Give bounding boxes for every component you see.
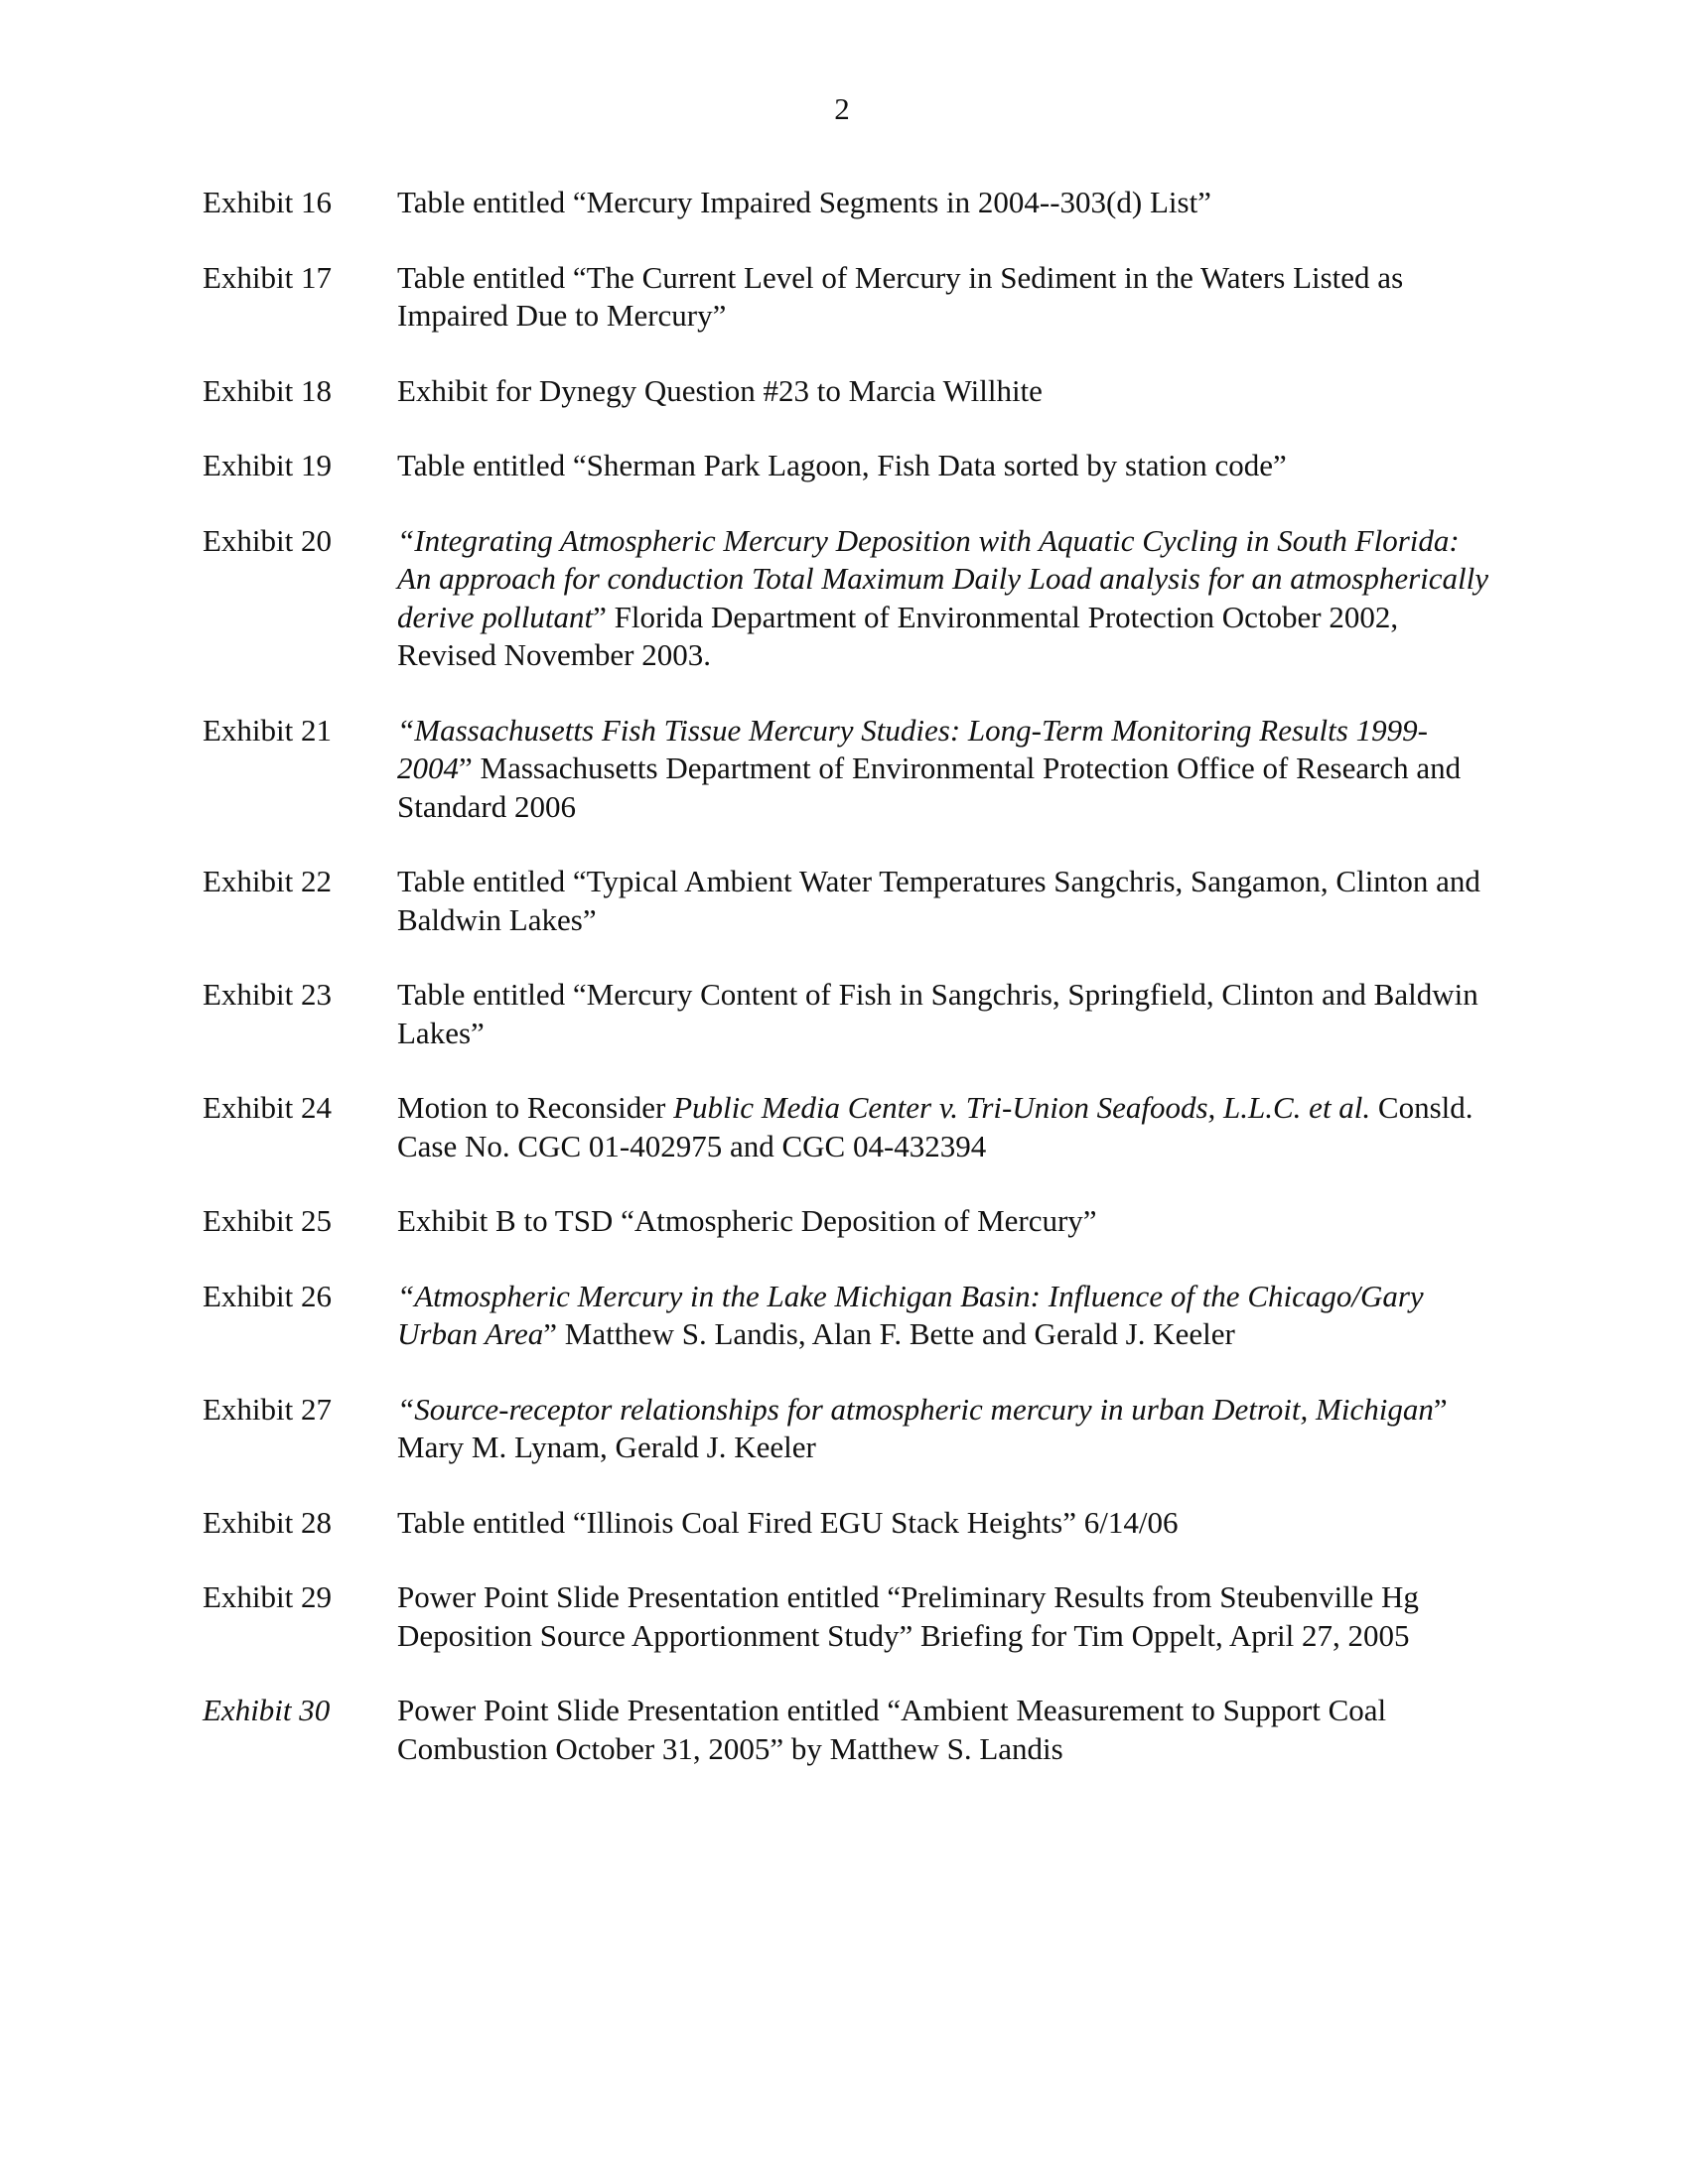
exhibit-label: Exhibit 24 <box>203 1090 333 1125</box>
exhibit-label: Exhibit 18 <box>203 372 333 408</box>
exhibit-description: Exhibit for Dynegy Question #23 to Marcia Willhite <box>397 372 1043 408</box>
exhibit-description: Exhibit B to TSD “Atmospheric Deposition of Mercury” <box>397 1203 1097 1238</box>
exhibit-description: “Massachusetts Fish Tissue Mercury Studies: Long-Term Monitoring Results 1999-2004” Massachusetts Department of Environmental Protection Office of Research and Standard 2006 <box>397 712 1462 824</box>
exhibit-item <box>203 1278 1493 1354</box>
exhibit-title: “Massachusetts Fish Tissue Mercury Studies: Long-Term Monitoring Results 1999-2004 <box>397 712 1428 785</box>
exhibit-label: Exhibit 25 <box>203 1203 333 1238</box>
exhibit-item <box>203 1391 1493 1467</box>
exhibit-label: Exhibit 30 <box>203 1693 331 1727</box>
exhibit-label: Exhibit 22 <box>203 864 333 898</box>
exhibit-label: Exhibit 19 <box>203 448 333 482</box>
exhibit-description: Power Point Slide Presentation entitled “Preliminary Results from Steubenville Hg Deposition Source Apportionment Study” Briefing for Tim Oppelt, April 27, 2005 <box>397 1579 1419 1653</box>
page-number: 2 <box>834 91 850 126</box>
exhibit-description: Table entitled “Typical Ambient Water Temperatures Sangchris, Sangamon, Clinton and Baldwin Lakes” <box>397 864 1480 937</box>
exhibit-label: Exhibit 21 <box>203 712 333 748</box>
exhibit-item <box>203 1504 1493 1543</box>
exhibit-item <box>203 522 1493 675</box>
exhibit-description: Table entitled “The Current Level of Mercury in Sediment in the Waters Listed as Impaired Due to Mercury” <box>397 259 1404 333</box>
exhibit-title: “Source-receptor relationships for atmospheric mercury in urban Detroit, Michigan <box>397 1391 1434 1427</box>
exhibit-item <box>203 712 1493 827</box>
exhibit-label: Exhibit 28 <box>203 1504 333 1540</box>
exhibit-item <box>203 863 1493 939</box>
exhibit-label: Exhibit 29 <box>203 1579 333 1614</box>
exhibit-item <box>203 259 1493 336</box>
exhibit-item <box>203 184 1493 222</box>
exhibit-item <box>203 1578 1493 1655</box>
exhibit-label: Exhibit 16 <box>203 185 333 219</box>
exhibit-description: “Integrating Atmospheric Mercury Deposition with Aquatic Cycling in South Florida: An approach for conduction Total Maximum Daily Load analysis for an atmospherically derive pollutant” Florida Department of Environmental Protection October 2002, Revised November 2003. <box>397 522 1489 672</box>
exhibit-label: Exhibit 20 <box>203 522 333 558</box>
exhibit-label: Exhibit 17 <box>203 259 333 295</box>
exhibit-item <box>203 976 1493 1052</box>
exhibit-label: Exhibit 26 <box>203 1278 333 1313</box>
exhibit-list <box>203 184 1493 1805</box>
exhibit-description: Table entitled “Mercury Impaired Segments in 2004--303(d) List” <box>397 185 1211 219</box>
exhibit-description: “Source-receptor relationships for atmospheric mercury in urban Detroit, Michigan” Mary M. Lynam, Gerald J. Keeler <box>397 1391 1448 1464</box>
exhibit-description: Motion to Reconsider Public Media Center v. Tri-Union Seafoods, L.L.C. et al. Consld. Case No. CGC 01-402975 and CGC 04-432394 <box>397 1090 1474 1163</box>
exhibit-description: Table entitled “Illinois Coal Fired EGU Stack Heights” 6/14/06 <box>397 1504 1179 1540</box>
exhibit-item <box>203 372 1493 411</box>
exhibit-description: Table entitled “Mercury Content of Fish in Sangchris, Springfield, Clinton and Baldwin Lakes” <box>397 977 1478 1050</box>
exhibit-item <box>203 1089 1493 1165</box>
exhibit-title: “Atmospheric Mercury in the Lake Michigan Basin: Influence of the Chicago/Gary Urban Area <box>397 1278 1424 1351</box>
exhibit-item <box>203 1692 1493 1768</box>
exhibit-description: Table entitled “Sherman Park Lagoon, Fish Data sorted by station code” <box>397 448 1287 482</box>
exhibit-item <box>203 1202 1493 1241</box>
case-name: Public Media Center v. Tri-Union Seafoods, L.L.C. et al. <box>673 1090 1371 1125</box>
exhibit-title: “Integrating Atmospheric Mercury Deposition with Aquatic Cycling in South Florida: An approach for conduction Total Maximum Daily Load analysis for an atmospherically derive pollutant <box>397 522 1489 634</box>
exhibit-label: Exhibit 27 <box>203 1391 333 1427</box>
exhibit-description: “Atmospheric Mercury in the Lake Michigan Basin: Influence of the Chicago/Gary Urban Area” Matthew S. Landis, Alan F. Bette and Gerald J. Keeler <box>397 1278 1424 1351</box>
exhibit-description: Power Point Slide Presentation entitled “Ambient Measurement to Support Coal Combustion October 31, 2005” by Matthew S. Landis <box>397 1693 1387 1766</box>
exhibit-label: Exhibit 23 <box>203 977 333 1012</box>
exhibit-item <box>203 447 1493 485</box>
